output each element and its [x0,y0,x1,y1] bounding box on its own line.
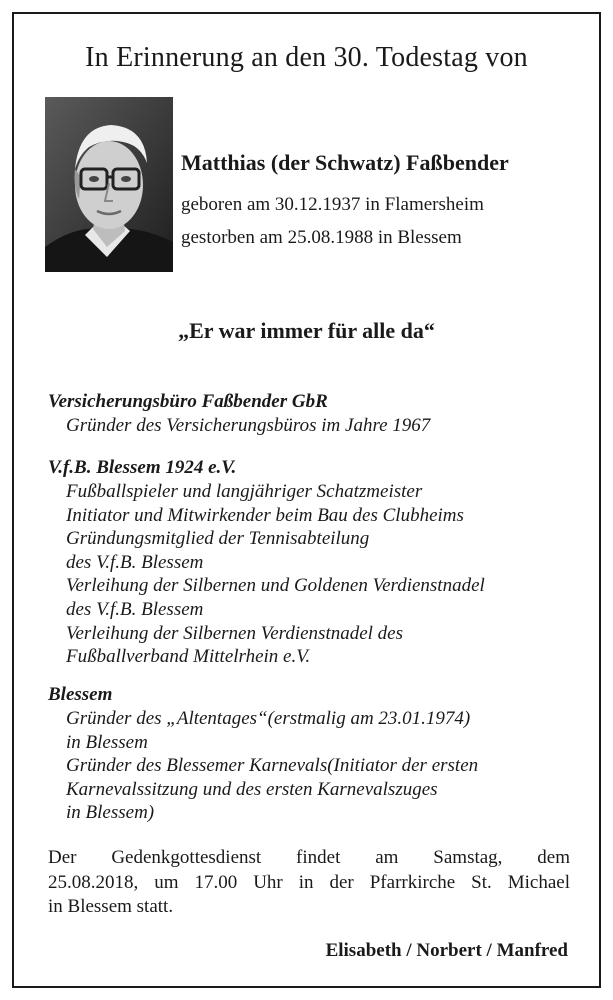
section-line: des V.f.B. Blessem [66,598,204,620]
section-line: Gründer des Blessemer Karnevals(Initiator der ersten [66,755,479,777]
section-title: Versicherungsbüro Faßbender GbR [48,391,328,412]
death-info: gestorben am 25.08.1988 in Blessem [181,227,462,248]
section-line: Gründer des Versicherungsbüros im Jahre 1967 [66,415,431,436]
birth-info: geboren am 30.12.1937 in Flamersheim [181,194,484,215]
section-insurance [48,390,578,438]
section-line: Verleihung der Silbernen und Goldenen Verdienstnadel [66,575,485,597]
section-line: Gründungsmitglied der Tennisabteilung [66,528,370,550]
notice-heading: In Erinnerung an den 30. Todestag von [85,42,528,73]
section-line: Fußballverband Mittelrhein e.V. [66,646,311,668]
service-line: 25.08.2018, um 17.00 Uhr in der Pfarrkirche St. Michael [48,871,570,893]
memorial-motto: „Er war immer für alle da“ [178,318,435,343]
section-village [48,683,578,825]
service-line: Der Gedenkgottesdienst findet am Samstag, dem [48,847,570,868]
section-line: in Blessem [66,731,148,753]
family-signature: Elisabeth / Norbert / Manfred [325,940,568,961]
section-title: Blessem [48,684,113,705]
section-title: V.f.B. Blessem 1924 e.V. [48,457,237,478]
section-line: Verleihung der Silbernen Verdienstnadel des [66,622,404,644]
service-line: in Blessem statt. [48,896,174,917]
portrait-photo-icon [45,97,173,272]
section-line: des V.f.B. Blessem [66,551,204,573]
section-line: in Blessem) [66,802,155,824]
memorial-service-info [48,846,570,920]
section-line: Karnevalssitzung und des ersten Karnevalszuges [66,778,438,800]
deceased-name: Matthias (der Schwatz) Faßbender [181,150,509,175]
section-club [48,456,578,669]
section-line: Initiator und Mitwirkender beim Bau des Clubheims [66,504,464,526]
section-line: Gründer des „Altentages“(erstmalig am 23.01.1974) [66,708,471,729]
section-line: Fußballspieler und langjähriger Schatzmeister [66,481,423,502]
